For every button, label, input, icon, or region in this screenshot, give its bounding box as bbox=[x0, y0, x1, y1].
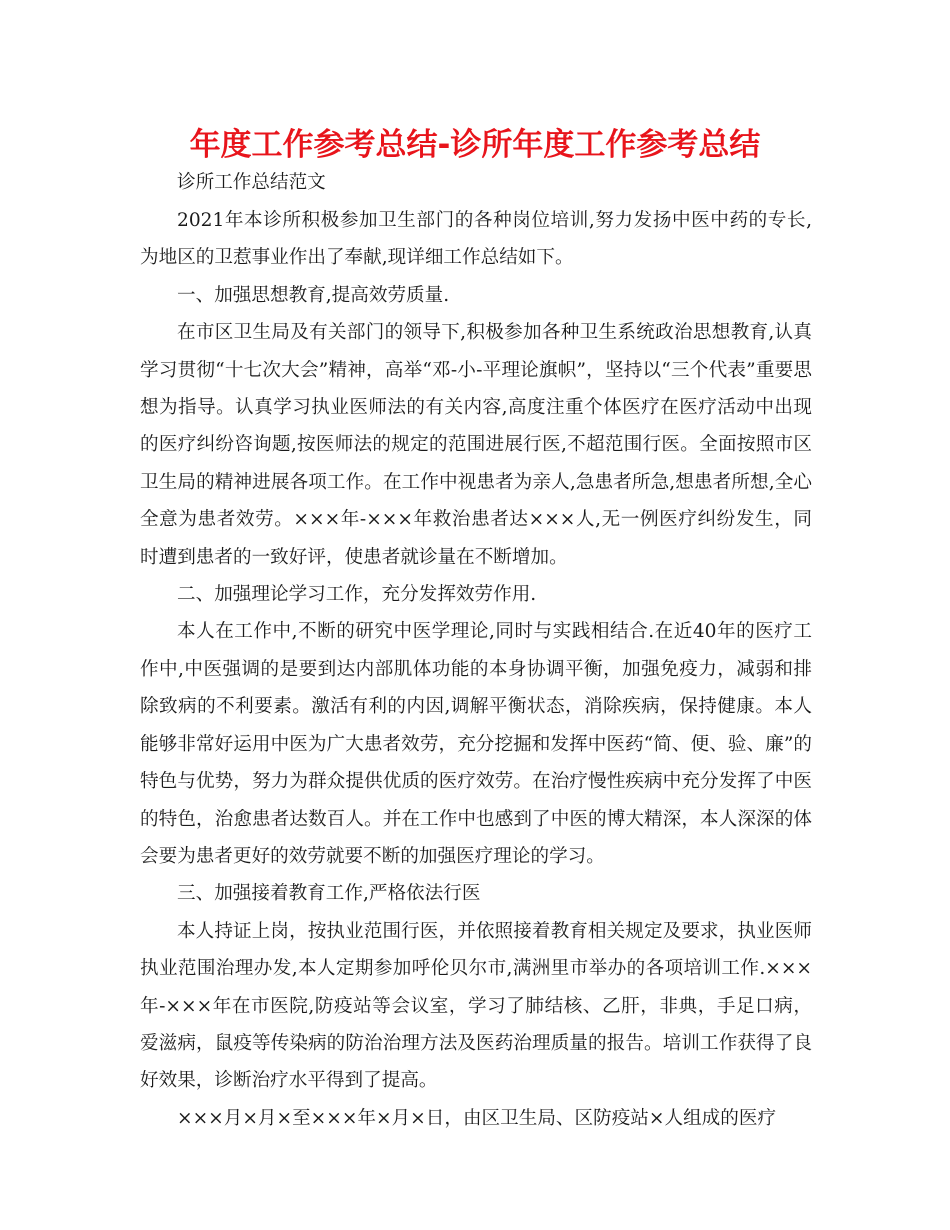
paragraph: 本人在工作中,不断的研究中医学理论,同时与实践相结合.在近40年的医疗工作中,中医强调的是要到达内部肌体功能的本身协调平衡，加强免疫力，减弱和排除致病的不利要素。激活有利的内因,调解平衡状态，消除疾病，保持健康。本人能够非常好运用中医为广大患者效劳，充分挖掘和发挥中医药“简、便、验、廉”的特色与优势，努力为群众提供优质的医疗效劳。在治疗慢性疾病中充分发挥了中医的特色，治愈患者达数百人。并在工作中也感到了中医的博大精深，本人深深的体会要为患者更好的效劳就要不断的加强医疗理论的学习。 bbox=[140, 621, 812, 867]
paragraph: 在市区卫生局及有关部门的领导下,积极参加各种卫生系统政治思想教育,认真学习贯彻“十七次大会”精神，高举“邓-小-平理论旗帜”，坚持以“三个代表”重要思想为指导。认真学习执业医师法的有关内容,高度注重个体医疗在医疗活动中出现的医疗纠纷咨询题,按医师法的规定的范围进展行医,不超范围行医。全面按照市区卫生局的精神进展各项工作。在工作中视患者为亲人,急患者所急,想患者所想,全心全意为患者效劳。×××年-×××年救治患者达×××人,无一例医疗纠纷发生，同时遭到患者的一致好评，使患者就诊量在不断增加。 bbox=[140, 322, 812, 568]
document-body bbox=[140, 168, 812, 1137]
section-heading: 一、加强思想教育,提高效劳质量. bbox=[177, 284, 450, 306]
document-title: 年度工作参考总结-诊所年度工作参考总结 bbox=[189, 127, 761, 163]
section-heading: 三、加强接着教育工作,严格依法行医 bbox=[177, 883, 481, 905]
paragraph: 本人持证上岗，按执业范围行医，并依照接着教育相关规定及要求，执业医师执业范围治理办发,本人定期参加呼伦贝尔市,满洲里市举办的各项培训工作.×××年-×××年在市医院,防疫站等会议室，学习了肺结核、乙肝，非典，手足口病，爱滋病，鼠疫等传染病的防治治理方法及医药治理质量的报告。培训工作获得了良好效果，诊断治疗水平得到了提高。 bbox=[140, 920, 812, 1092]
document-subtitle: 诊所工作总结范文 bbox=[177, 172, 326, 193]
paragraph: ×××月×月×至×××年×月×日，由区卫生局、区防疫站×人组成的医疗 bbox=[177, 1107, 777, 1129]
paragraph: 2021年本诊所积极参加卫生部门的各种岗位培训,努力发扬中医中药的专长,为地区的卫惹事业作出了奉献,现详细工作总结如下。 bbox=[140, 210, 812, 269]
section-heading: 二、加强理论学习工作，充分发挥效劳作用. bbox=[177, 584, 537, 606]
